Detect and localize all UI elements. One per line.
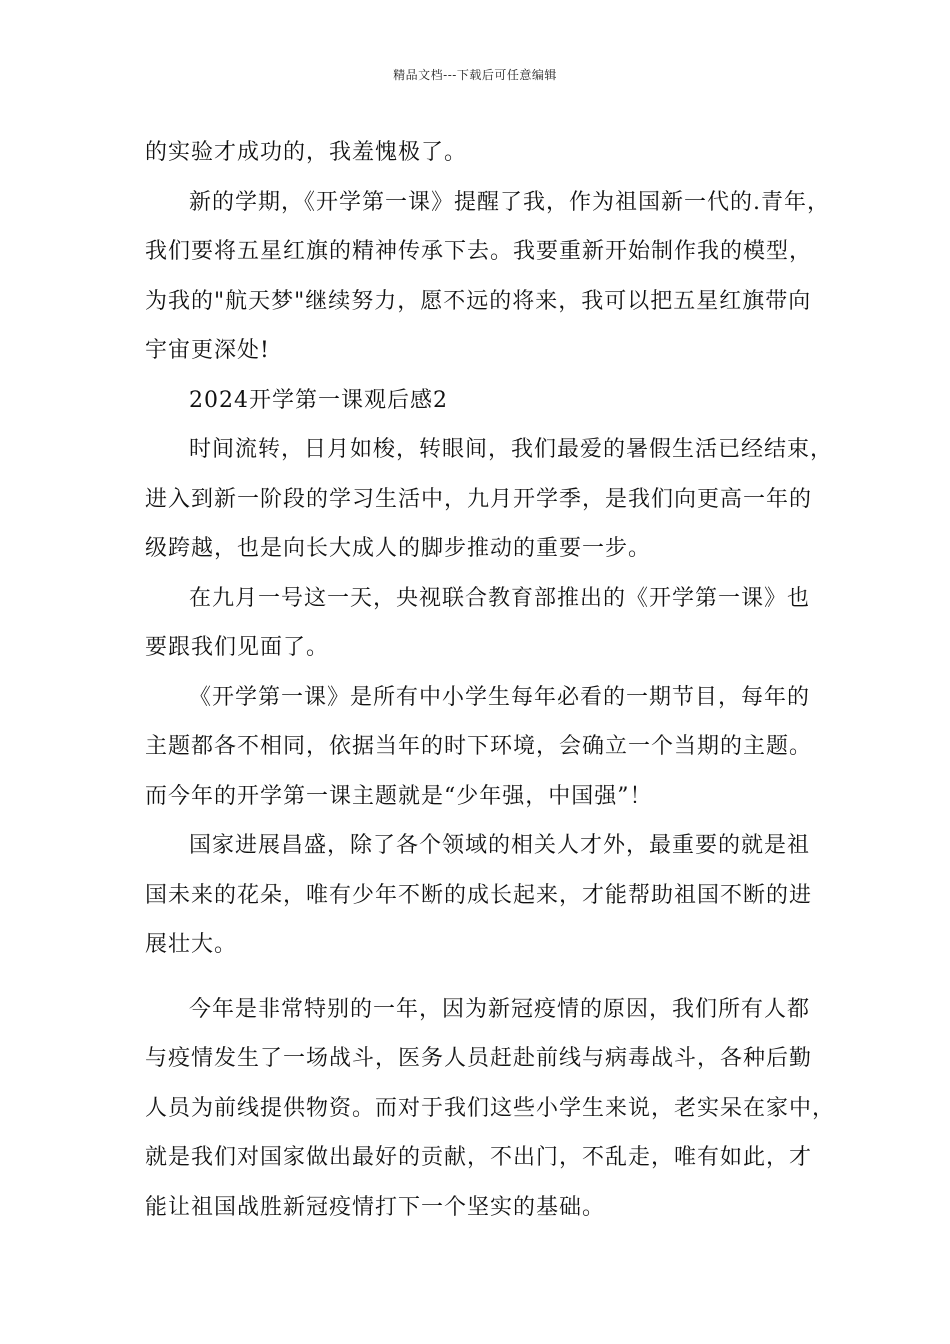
paragraph-line: 时间流转，日月如梭，转眼间，我们最爱的暑假生活已经结束， (189, 437, 834, 462)
paragraph-gap (145, 970, 807, 985)
paragraph-line: 级跨越，也是向长大成人的脚步推动的重要一步。 (145, 536, 652, 561)
paragraph-line: 今年是非常特别的一年，因为新冠疫情的原因，我们所有人都 (189, 996, 811, 1022)
paragraph-line: 展壮大。 (145, 932, 238, 957)
paragraph-line: 为我的"航天梦"继续努力，愿不远的将来，我可以把五星红旗带向 (145, 288, 812, 314)
paragraph-line: 我们要将五星红旗的精神传承下去。我要重新开始制作我的模型， (145, 239, 813, 264)
paragraph-line: 《开学第一课》是所有中小学生每年必看的一期节目，每年的 (189, 684, 811, 710)
paragraph-line: 国未来的花朵，唯有少年不断的成长起来，才能帮助祖国不断的进 (145, 882, 813, 908)
paragraph-line: 与疫情发生了一场战斗，医务人员赶赴前线与病毒战斗，各种后勤 (145, 1046, 813, 1071)
paragraph-line: 要跟我们见面了。 (145, 635, 330, 660)
paragraph-line: 新的学期，《开学第一课》提醒了我，作为祖国新一代的.青年， (189, 189, 830, 215)
paragraph-line: 而今年的开学第一课主题就是“少年强，中国强”！ (145, 783, 653, 809)
paragraph-line: 能让祖国战胜新冠疫情打下一个坚实的基础。 (145, 1194, 606, 1220)
paragraph-line: 宇宙更深处! (145, 338, 270, 363)
paragraph-line: 进入到新一阶段的学习生活中，九月开学季，是我们向更高一年的 (145, 486, 813, 512)
paragraph-line: 在九月一号这一天，央视联合教育部推出的《开学第一课》也 (189, 585, 811, 611)
paragraph-line: 的实验才成功的，我羞愧极了。 (145, 140, 468, 165)
paragraph-line: 人员为前线提供物资。而对于我们这些小学生来说，老实呆在家中， (145, 1095, 836, 1121)
page-header: 精品文档---下载后可任意编辑 (393, 68, 557, 82)
document-body (145, 128, 836, 1232)
paragraph-line: 主题都各不相同，依据当年的时下环境，会确立一个当期的主题。 (145, 734, 813, 759)
paragraph-line: 就是我们对国家做出最好的贡献，不出门，不乱走，唯有如此，才 (145, 1145, 813, 1170)
paragraph-line: 国家进展昌盛，除了各个领域的相关人才外，最重要的就是祖 (189, 833, 811, 858)
section-heading: 2024开学第一课观后感2 (189, 387, 448, 413)
